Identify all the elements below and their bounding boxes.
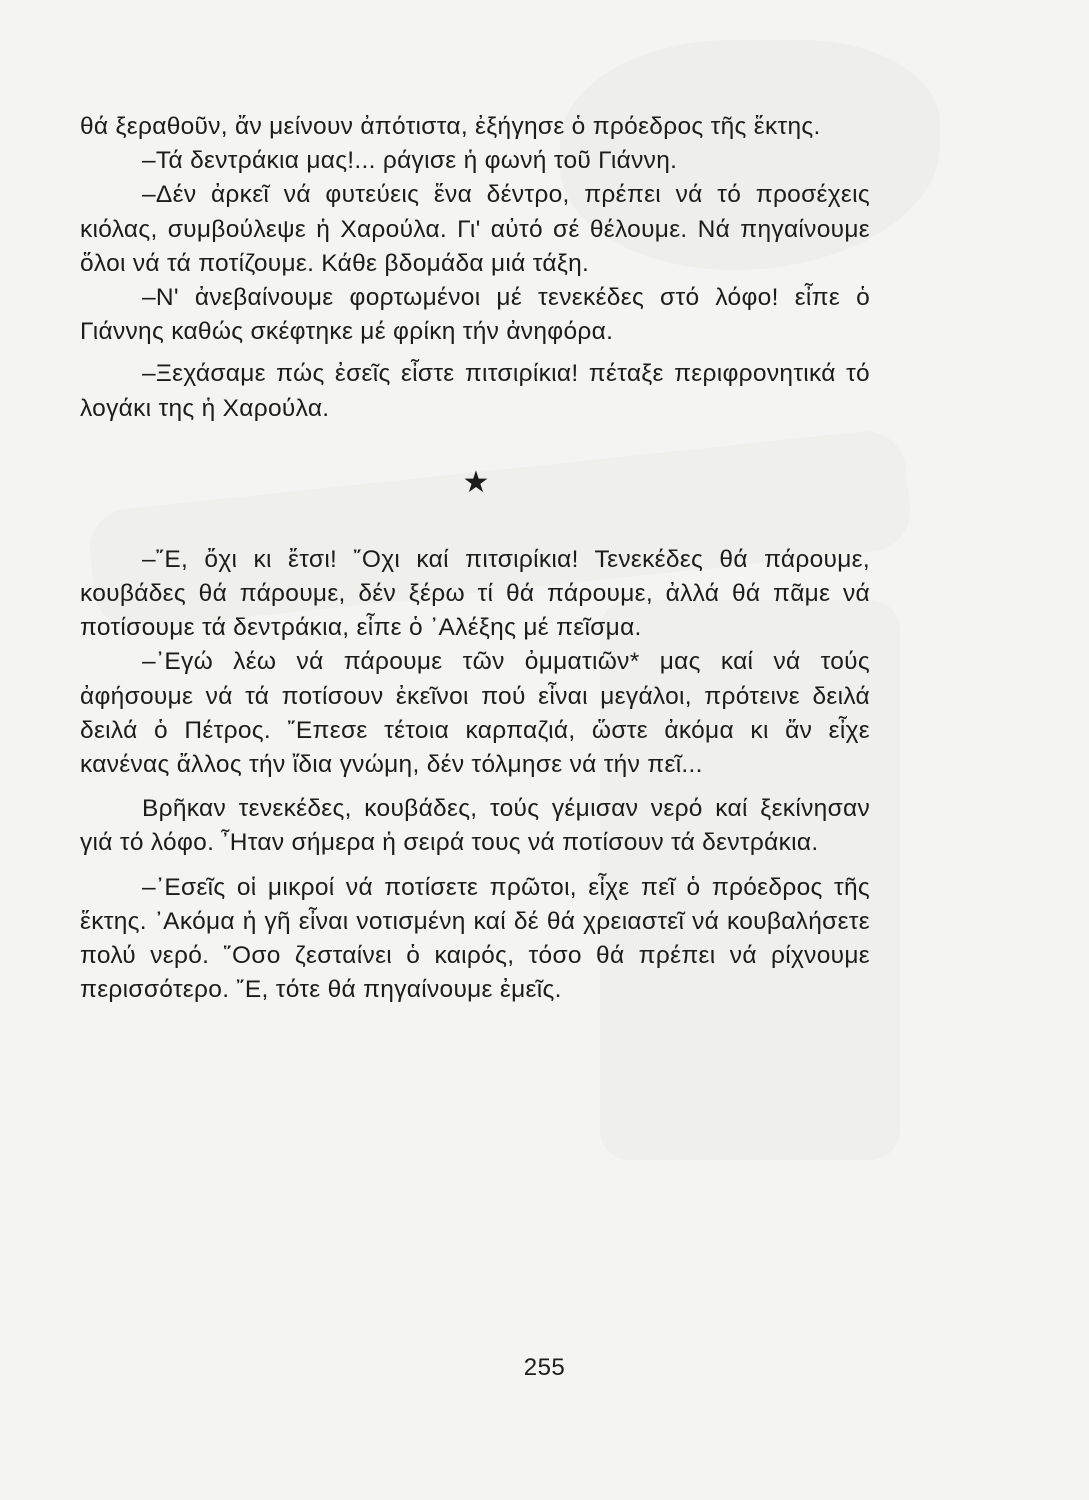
paragraph: –Ν' ἀνεβαίνουμε φορτωμένοι μέ τενεκέδες στό λόφο! εἶπε ὁ Γιάννης καθώς σκέφτηκε μέ φρίκη τήν ἀνηφόρα. [80, 284, 870, 346]
page-body [80, 110, 870, 1007]
paragraph: Βρῆκαν τενεκέδες, κουβάδες, τούς γέμισαν νερό καί ξεκίνησαν γιά τό λόφο. ῏Ηταν σήμερα ἡ σειρά τους νά ποτίσουν τά δεντράκια. [80, 795, 870, 857]
paragraph: –᾿Εσεῖς οἱ μικροί νά ποτίσετε πρῶτοι, εἶχε πεῖ ὁ πρόεδρος τῆς ἕκτης. ᾿Ακόμα ἡ γῆ εἶναι νοτισμένη καί δέ θά χρειαστεῖ νά κουβαλήσετε πολύ νερό. ῞Οσο ζεσταίνει ὁ καιρός, τόσο θά πρέπει νά ρίχνουμε περισσότερο. ῎Ε, τότε θά πηγαίνουμε ἐμεῖς. [80, 873, 870, 1004]
paragraph: θά ξεραθοῦν, ἄν μείνουν ἀπότιστα, ἐξήγησε ὁ πρόεδρος τῆς ἕκτης. [80, 113, 821, 140]
paragraph: –῎Ε, ὄχι κι ἔτσι! ῎Οχι καί πιτσιρίκια! Τενεκέδες θά πάρουμε, κουβάδες θά πάρουμε, δέν ξέρω τί θά πάρουμε, ἀλλά θά πᾶμε νά ποτίσουμε τά δεντράκια, εἶπε ὁ ᾿Αλέξης μέ πεῖσμα. [80, 545, 870, 642]
paragraph: –᾿Εγώ λέω νά πάρουμε τῶν ὀμματιῶν* μας καί νά τούς ἀφήσουμε νά τά ποτίσουν ἐκεῖνοι πού εἶναι μεγάλοι, πρότεινε δειλά δειλά ὁ Πέτρος. ῎Επεσε τέτοια καρπαζιά, ὥστε ἀκόμα κι ἄν εἶχε κανένας ἄλλος τήν ἴδια γνώμη, δέν τόλμησε νά τήν πεῖ... [80, 648, 870, 779]
page-number: 255 [523, 1354, 566, 1381]
paragraph: –Δέν ἀρκεῖ νά φυτεύεις ἕνα δέντρο, πρέπει νά τό προσέχεις κιόλας, συμβούλεψε ἡ Χαρούλα. Γι' αὐτό σέ θέλουμε. Νά πηγαίνουμε ὅλοι νά τά ποτίζουμε. Κάθε βδομάδα μιά τάξη. [80, 181, 870, 277]
section-separator-star: ★ [462, 465, 490, 499]
paragraph: –Ξεχάσαμε πώς ἐσεῖς εἶστε πιτσιρίκια! πέταξε περιφρονητικά τό λογάκι της ἡ Χαρούλα. [80, 360, 870, 422]
paragraph: –Τά δεντράκια μας!... ράγισε ἡ φωνή τοῦ Γιάννη. [142, 147, 678, 175]
